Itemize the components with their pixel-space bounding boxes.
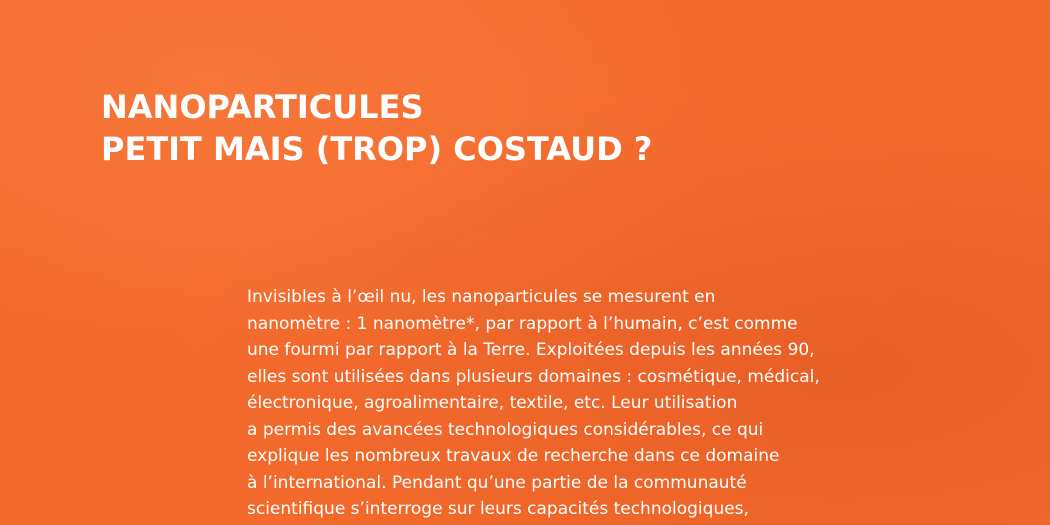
body-line: une fourmi par rapport à la Terre. Exploitées depuis les années 90,: [247, 340, 815, 360]
body-line: scientifique s’interroge sur leurs capacités technologiques,: [247, 499, 749, 519]
body-paragraph: [247, 284, 1007, 523]
body-line: nanomètre : 1 nanomètre*, par rapport à l’humain, c’est comme: [247, 313, 798, 334]
body-line: elles sont utilisées dans plusieurs domaines : cosmétique, médical,: [247, 366, 820, 387]
body-line: à l’international. Pendant qu’une partie de la communauté: [247, 472, 747, 493]
body-line: Invisibles à l’œil nu, les nanoparticules se mesurent en: [247, 287, 716, 307]
page-title: [101, 86, 652, 170]
body-line: électronique, agroalimentaire, textile, etc. Leur utilisation: [247, 393, 738, 413]
body-line: a permis des avancées technologiques considérables, ce qui: [247, 419, 764, 440]
title-line-1: NANOPARTICULES: [101, 88, 424, 126]
title-line-2: PETIT MAIS (TROP) COSTAUD ?: [101, 130, 653, 168]
body-line: explique les nombreux travaux de recherche dans ce domaine: [247, 446, 780, 466]
